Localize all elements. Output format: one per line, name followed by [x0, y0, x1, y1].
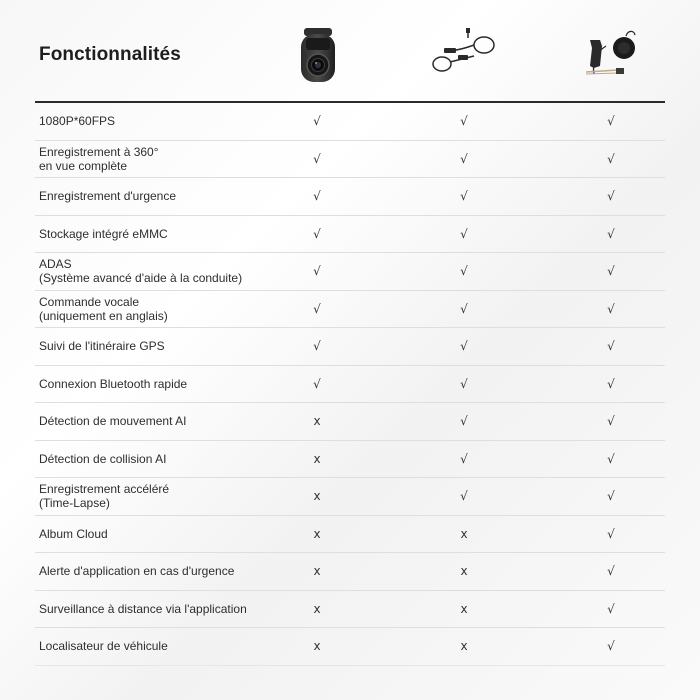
- table-row: [35, 403, 665, 441]
- table-row: [35, 141, 665, 179]
- availability-mark: √: [607, 226, 615, 241]
- availability-mark: x: [313, 526, 321, 541]
- table-row: [35, 441, 665, 479]
- availability-mark: √: [313, 301, 321, 316]
- availability-mark: √: [313, 189, 321, 204]
- table-row: [35, 553, 665, 591]
- feature-label: ADAS (Système avancé d'aide à la conduite): [39, 257, 243, 286]
- availability-mark: x: [460, 639, 468, 654]
- availability-mark: √: [607, 189, 615, 204]
- availability-mark: √: [460, 226, 468, 241]
- availability-mark: x: [313, 564, 321, 579]
- feature-label: Suivi de l'itinéraire GPS: [39, 339, 165, 354]
- availability-mark: √: [607, 339, 615, 354]
- table-row: [35, 216, 665, 254]
- availability-mark: x: [313, 639, 321, 654]
- availability-mark: √: [460, 339, 468, 354]
- availability-mark: √: [607, 489, 615, 504]
- availability-mark: √: [607, 451, 615, 466]
- availability-mark: √: [460, 151, 468, 166]
- availability-mark: √: [607, 376, 615, 391]
- availability-mark: √: [607, 639, 615, 654]
- availability-mark: √: [460, 451, 468, 466]
- availability-mark: √: [313, 264, 321, 279]
- availability-mark: √: [607, 301, 615, 316]
- availability-mark: √: [607, 564, 615, 579]
- feature-label: Localisateur de véhicule: [39, 639, 168, 654]
- table-row: [35, 366, 665, 404]
- availability-mark: √: [607, 601, 615, 616]
- table-row: [35, 516, 665, 554]
- table-row: [35, 628, 665, 666]
- feature-label: Connexion Bluetooth rapide: [39, 376, 188, 391]
- availability-mark: √: [460, 301, 468, 316]
- gps-module-icon: [582, 26, 642, 82]
- feature-label: Commande vocale (uniquement en anglais): [39, 294, 168, 323]
- availability-mark: √: [607, 264, 615, 279]
- availability-mark: x: [313, 414, 321, 429]
- feature-label: Enregistrement d'urgence: [39, 189, 177, 204]
- availability-mark: √: [607, 114, 615, 129]
- availability-mark: √: [313, 339, 321, 354]
- availability-mark: x: [460, 601, 468, 616]
- availability-mark: √: [460, 489, 468, 504]
- availability-mark: √: [607, 526, 615, 541]
- table-row: [35, 253, 665, 291]
- availability-mark: √: [460, 264, 468, 279]
- availability-mark: x: [313, 451, 321, 466]
- feature-label: Détection de collision AI: [39, 451, 167, 466]
- table-row: [35, 291, 665, 329]
- feature-label: Stockage intégré eMMC: [39, 226, 168, 241]
- availability-mark: √: [460, 189, 468, 204]
- dash-camera-icon: [297, 26, 339, 84]
- availability-mark: √: [607, 414, 615, 429]
- availability-mark: √: [460, 376, 468, 391]
- table-row: [35, 178, 665, 216]
- availability-mark: √: [460, 114, 468, 129]
- availability-mark: √: [313, 376, 321, 391]
- feature-label: Enregistrement accéléré (Time-Lapse): [39, 482, 170, 511]
- availability-mark: √: [313, 226, 321, 241]
- feature-label: 1080P*60FPS: [39, 114, 116, 129]
- availability-mark: x: [313, 601, 321, 616]
- hardwire-cable-icon: [428, 26, 500, 78]
- page-title: Fonctionnalités: [39, 44, 181, 65]
- availability-mark: √: [607, 151, 615, 166]
- feature-label: Détection de mouvement AI: [39, 414, 187, 429]
- feature-label: Album Cloud: [39, 526, 108, 541]
- feature-label: Alerte d'application en cas d'urgence: [39, 564, 235, 579]
- availability-mark: √: [313, 114, 321, 129]
- availability-mark: x: [460, 526, 468, 541]
- table-row: [35, 103, 665, 141]
- feature-label: Surveillance à distance via l'application: [39, 601, 247, 616]
- table-row: [35, 328, 665, 366]
- availability-mark: √: [313, 151, 321, 166]
- feature-table: [35, 103, 665, 666]
- availability-mark: √: [460, 414, 468, 429]
- availability-mark: x: [313, 489, 321, 504]
- availability-mark: x: [460, 564, 468, 579]
- table-row: [35, 478, 665, 516]
- feature-label: Enregistrement à 360° en vue complète: [39, 144, 159, 173]
- table-row: [35, 591, 665, 629]
